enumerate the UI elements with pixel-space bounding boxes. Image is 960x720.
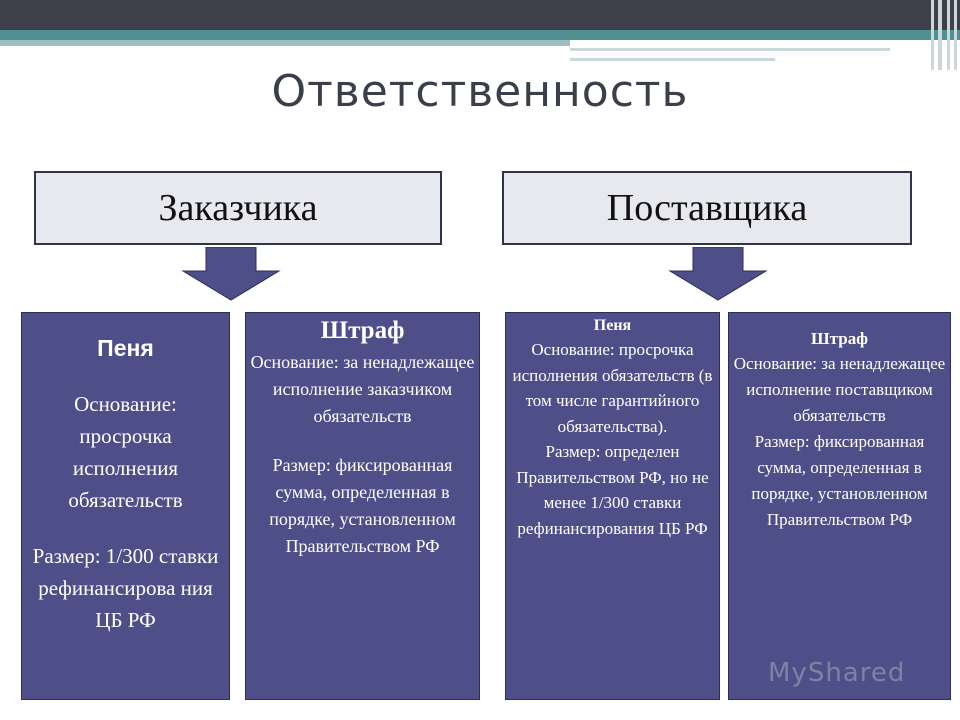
box-customer-penalty xyxy=(21,312,230,700)
box-size: Размер: 1/300 ставки рефинансирова ния ЦБ РФ xyxy=(32,544,219,632)
right-stripes xyxy=(930,0,960,70)
teal-stripe-light xyxy=(0,40,570,46)
header-supplier: Поставщика xyxy=(502,171,912,245)
top-bar xyxy=(0,0,960,30)
box-size: Размер: фиксированная сумма, определенная в порядке, установленном Правительством РФ xyxy=(269,455,456,556)
box-supplier-penalty xyxy=(505,312,720,700)
box-basis: Основание: за ненадлежащее исполнение заказчиком обязательств xyxy=(250,352,475,426)
deco-line xyxy=(570,58,775,61)
box-basis: Основание: за ненадлежащее исполнение поставщиком обязательств xyxy=(733,354,946,425)
box-heading: Пеня xyxy=(593,317,632,334)
box-size: Размер: определен Правительством РФ, но не менее 1/300 ставки рефинансирования ЦБ РФ xyxy=(516,442,709,538)
header-customer: Заказчика xyxy=(34,171,442,245)
box-size: Размер: фиксированная сумма, определенная в порядке, установленном Правительством РФ xyxy=(751,432,928,529)
arrow-down-icon xyxy=(181,247,281,301)
deco-line xyxy=(570,48,890,51)
watermark: MyShared xyxy=(768,658,906,688)
slide-title: Ответственность xyxy=(271,66,689,117)
teal-stripe xyxy=(0,30,960,40)
box-supplier-fine xyxy=(728,312,951,700)
box-heading: Штраф xyxy=(811,329,868,348)
arrow-down-icon xyxy=(668,247,768,301)
box-basis: Основание: просрочка исполнения обязательств (в том числе гарантийного обязательства). xyxy=(512,340,713,436)
box-basis: Основание: просрочка исполнения обязательств xyxy=(68,392,183,512)
box-heading: Пеня xyxy=(97,335,154,361)
box-customer-fine xyxy=(245,312,480,700)
box-heading: Штраф xyxy=(320,317,405,344)
